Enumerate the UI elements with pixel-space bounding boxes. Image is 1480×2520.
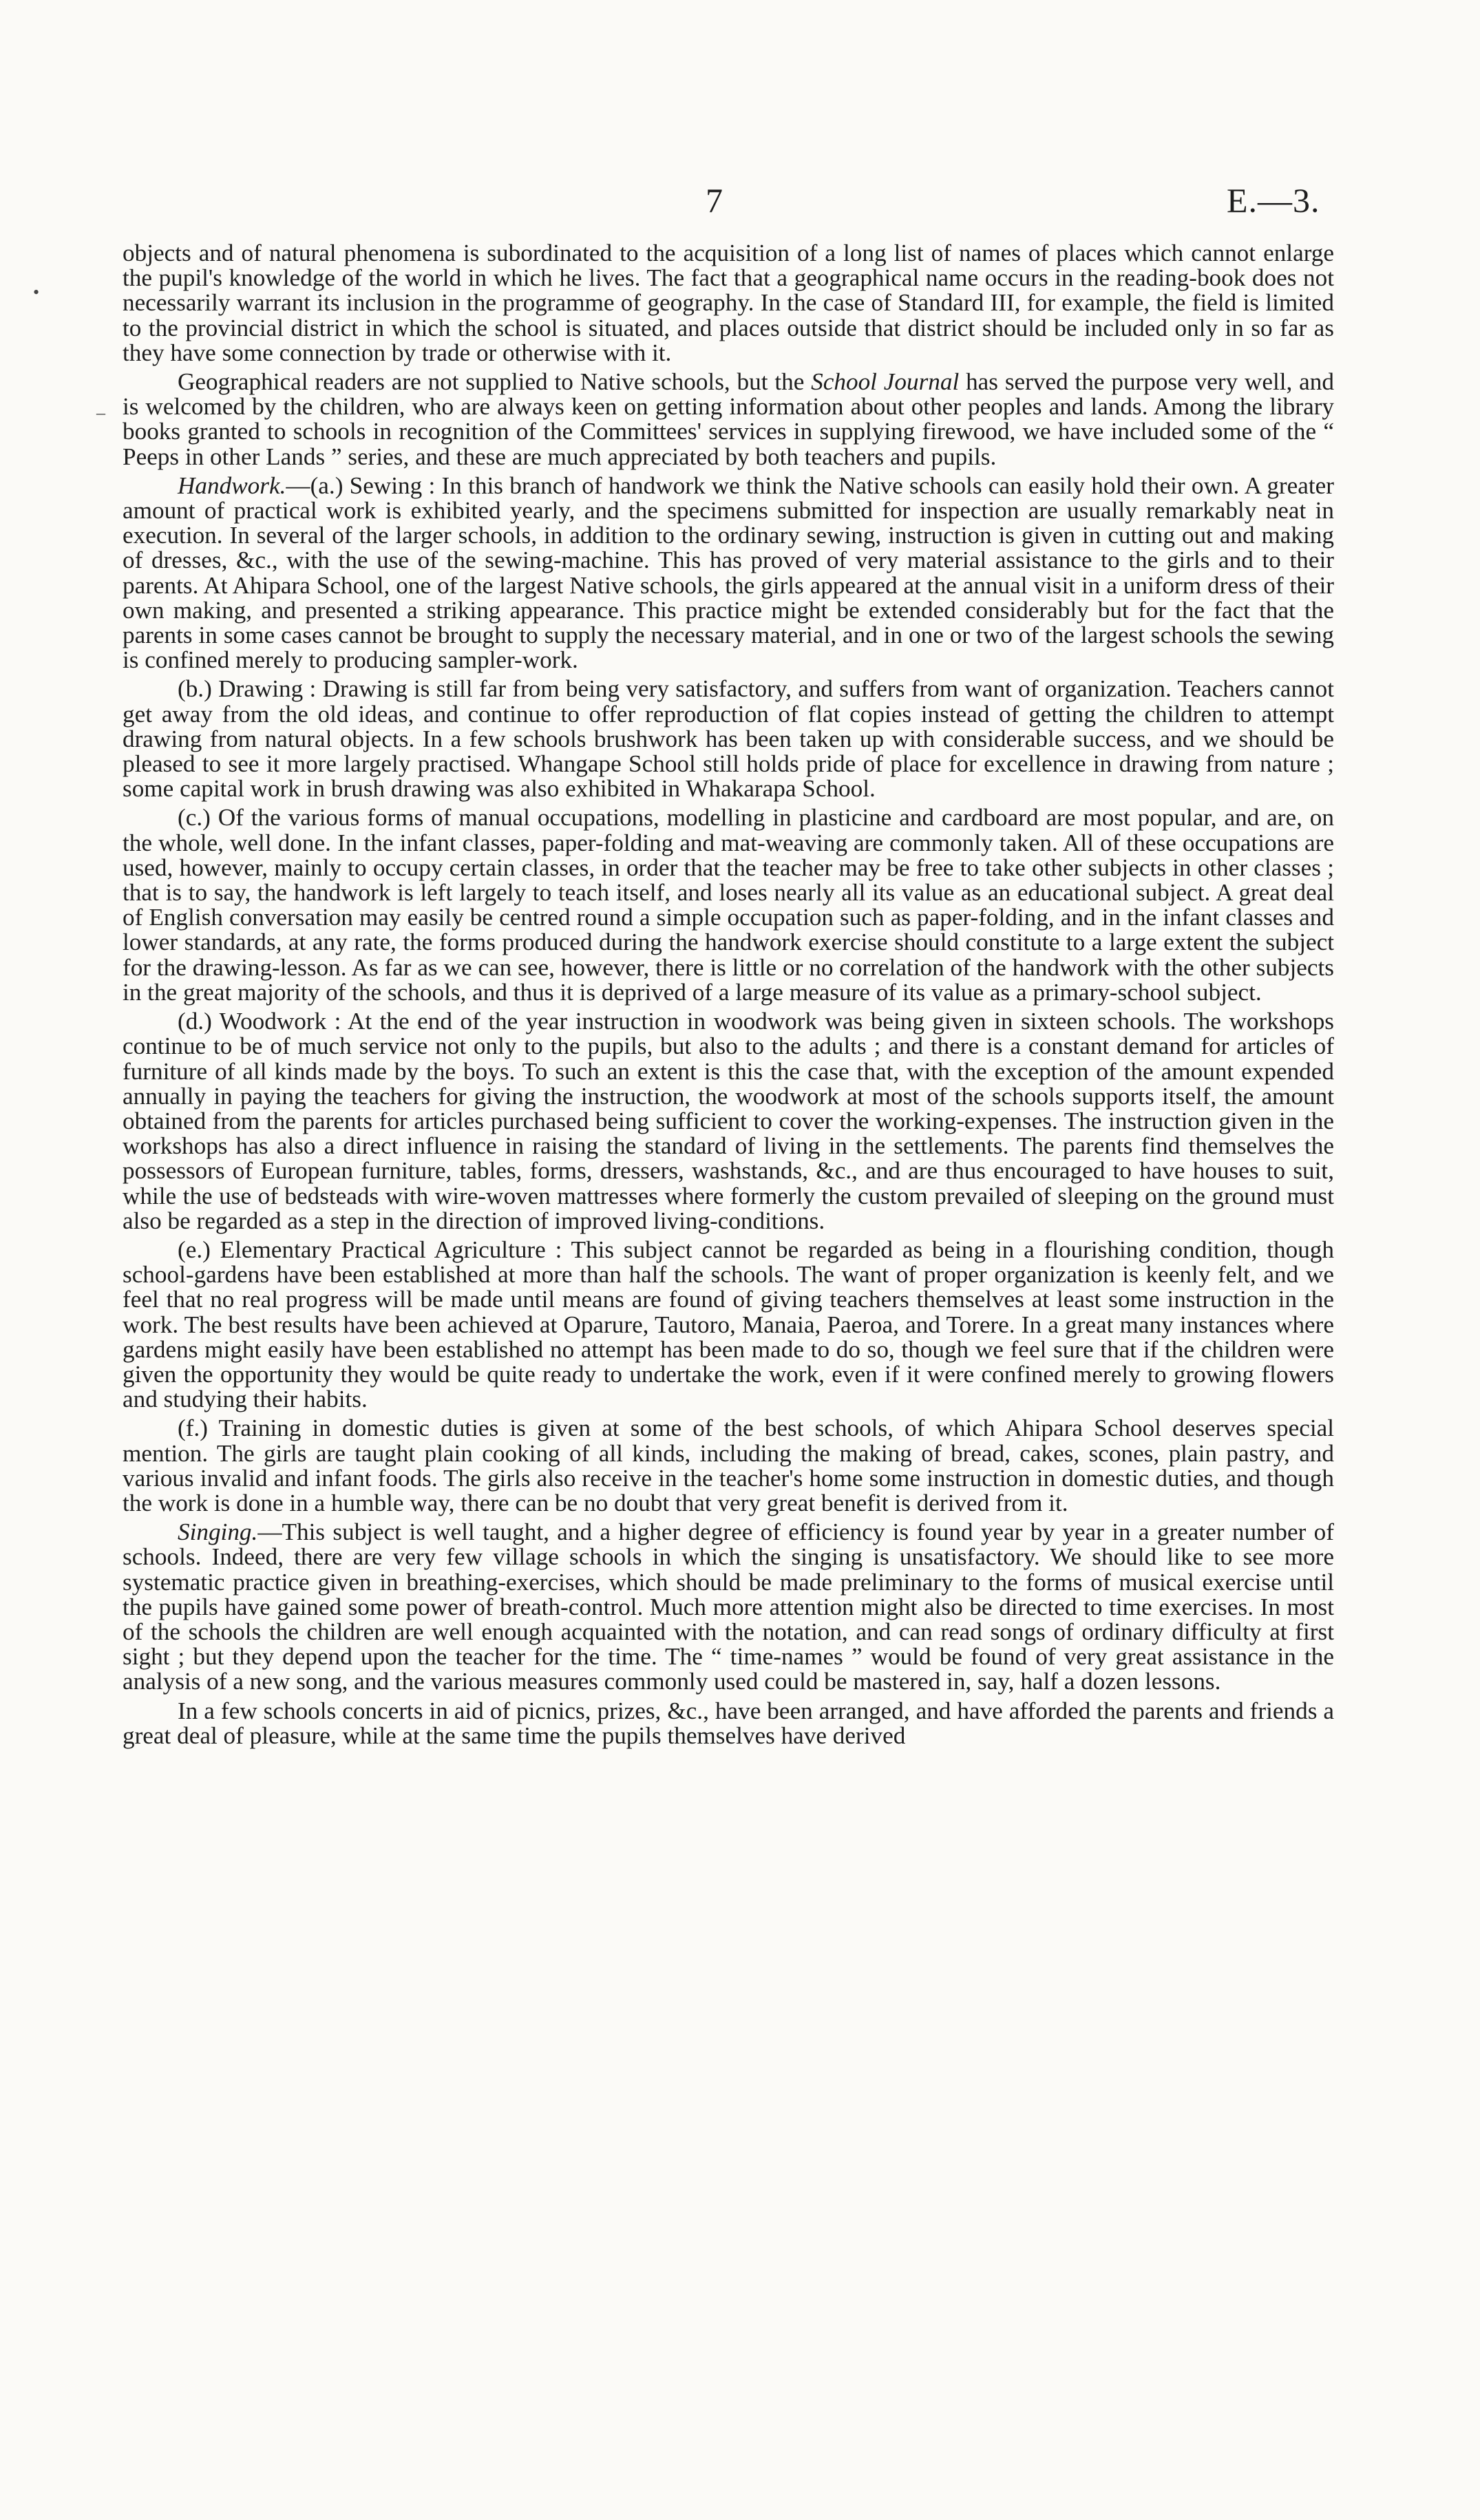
- section-heading: Handwork.: [178, 472, 286, 499]
- paragraph-text: (d.) Woodwork : At the end of the year instruction in woodwork was being given in sixteen schools. The workshops continue to be of much service not only to the pupils, but also to the adults ; and there is a constant demand for articles of furniture of all kinds made by the boys. To such an extent is this the case that, with the exception of the amount expended annually in paying the teachers for giving the instruction, the woodwork at most of the schools supports itself, the amount obtained from the parents for articles purchased being sufficient to cover the working-expenses. The instruction given in the workshops has also a direct influence in raising the standard of living in the settlements. The parents find themselves the possessors of European furniture, tables, forms, dressers, washstands, &c., and are thus encouraged to have houses to suit, while the use of bedsteads with wire-woven mattresses where formerly the custom prevailed of sleeping on the ground must also be regarded as a step in the direction of improved living-conditions.: [123, 1008, 1334, 1234]
- section-heading: Singing.: [178, 1518, 258, 1546]
- document-code: E.—3.: [1227, 181, 1320, 220]
- paragraph-geography: [123, 241, 1334, 366]
- paragraph-text: —This subject is well taught, and a higher degree of efficiency is found year by year in a greater number of schools. Indeed, there are very few village schools in which the singing is unsatisfactory. We should like to see more systematic practice given in breathing-exercises, which should be made preliminary to the forms of musical exercise until the pupils have gained some power of breath-control. Much more attention might also be directed to time exercises. In most of the schools the children are well enough acquainted with the notation, and can read songs of ordinary difficulty at first sight ; but they depend upon the teacher for the time. The “ time-names ” would be found of very great assistance in the analysis of a new song, and the various measures commonly used could be mastered in, say, half a dozen lessons.: [123, 1518, 1334, 1695]
- margin-mark: •: [33, 282, 40, 302]
- journal-title: School Journal: [811, 368, 960, 396]
- page-number: 7: [706, 181, 723, 220]
- paragraph-text: In a few schools concerts in aid of picnics, prizes, &c., have been arranged, and have afforded the parents and friends a great deal of pleasure, while at the same time the pupils themselves have derived: [123, 1697, 1334, 1749]
- paragraph-drawing: [123, 677, 1334, 801]
- margin-mark: –: [96, 403, 105, 423]
- paragraph-text: has served the purpose very well, and is welcomed by the children, who are always keen on getting information about other peoples and lands. Among the library books granted to schools in recognition of the Committees' services in supplying firewood, we have included some of the “ Peeps in other Lands ” series, and these are much appreciated by both teachers and pupils.: [123, 368, 1334, 470]
- paragraph-handwork-sewing: [123, 474, 1334, 673]
- paragraph-text: Geographical readers are not supplied to Native schools, but the: [178, 368, 812, 396]
- paragraph-woodwork: [123, 1009, 1334, 1233]
- paragraph-singing: [123, 1520, 1334, 1694]
- paragraph-agriculture: [123, 1238, 1334, 1412]
- report-body: [123, 241, 1334, 1753]
- paragraph-text: (b.) Drawing : Drawing is still far from being very satisfactory, and suffers from want of organization. Teachers cannot get away from the old ideas, and continue to offer reproduction of flat copies instead of getting the children to attempt drawing from natural objects. In a few schools brushwork has been taken up with considerable success, and we should be pleased to see it more largely practised. Whangape School still holds pride of place for excellence in drawing from nature ; some capital work in brush drawing was also exhibited in Whakarapa School.: [123, 675, 1334, 803]
- paragraph-manual-occupations: [123, 805, 1334, 1005]
- paragraph-concerts: [123, 1699, 1334, 1748]
- paragraph-text: —(a.) Sewing : In this branch of handwork we think the Native schools can easily hold their own. A greater amount of practical work is exhibited yearly, and the specimens submitted for inspection are usually remarkably neat in execution. In several of the larger schools, in addition to the ordinary sewing, instruction is given in cutting out and making of dresses, &c., with the use of the sewing-machine. This has proved of very material assistance to the girls and to their parents. At Ahipara School, one of the largest Native schools, the girls appeared at the annual visit in a uniform dress of their own making, and presented a striking appearance. This practice might be extended considerably but for the fact that the parents in some cases cannot be brought to supply the necessary material, and in one or two of the largest schools the sewing is confined merely to producing sampler-work.: [123, 472, 1334, 674]
- paragraph-text: (c.) Of the various forms of manual occupations, modelling in plasticine and cardboard are most popular, and are, on the whole, well done. In the infant classes, paper-folding and mat-weaving are commonly taken. All of these occupations are used, however, mainly to occupy certain classes, in order that the teacher may be free to take other subjects in other classes ; that is to say, the handwork is left largely to teach itself, and loses nearly all its value as an educational subject. A great deal of English conversation may easily be centred round a simple occupation such as paper-folding, and in the infant classes and lower standards, at any rate, the forms produced during the handwork exercise should constitute to a large extent the subject for the drawing-lesson. As far as we can see, however, there is little or no correlation of the handwork with the other subjects in the great majority of the schools, and thus it is deprived of a large measure of its value as a primary-school subject.: [123, 804, 1334, 1006]
- paragraph-domestic-duties: [123, 1416, 1334, 1516]
- paragraph-geographical-readers: [123, 370, 1334, 469]
- paragraph-text: (e.) Elementary Practical Agriculture : This subject cannot be regarded as being in a flourishing condition, though school-gardens have been established at more than half the schools. The want of proper organization is keenly felt, and we feel that no real progress will be made until means are found of giving teachers themselves at least some instruction in the work. The best results have been achieved at Oparure, Tautoro, Manaia, Paeroa, and Torere. In a great many instances where gardens might easily have been established no attempt has been made to do so, though we feel sure that if the children were given the opportunity they would be quite ready to undertake the work, even if it were confined merely to growing flowers and studying their habits.: [123, 1236, 1334, 1413]
- paragraph-text: objects and of natural phenomena is subordinated to the acquisition of a long list of names of places which cannot enlarge the pupil's knowledge of the world in which he lives. The fact that a geographical name occurs in the reading-book does not necessarily warrant its inclusion in the programme of geography. In the case of Standard III, for example, the field is limited to the provincial district in which the school is situated, and places outside that district should be included only in so far as they have some connection by trade or otherwise with it.: [123, 240, 1334, 366]
- paragraph-text: (f.) Training in domestic duties is given at some of the best schools, of which Ahipara School deserves special mention. The girls are taught plain cooking of all kinds, including the making of bread, cakes, scones, plain pastry, and various invalid and infant foods. The girls also receive in the teacher's home some instruction in domestic duties, and though the work is done in a humble way, there can be no doubt that very great benefit is derived from it.: [123, 1415, 1334, 1516]
